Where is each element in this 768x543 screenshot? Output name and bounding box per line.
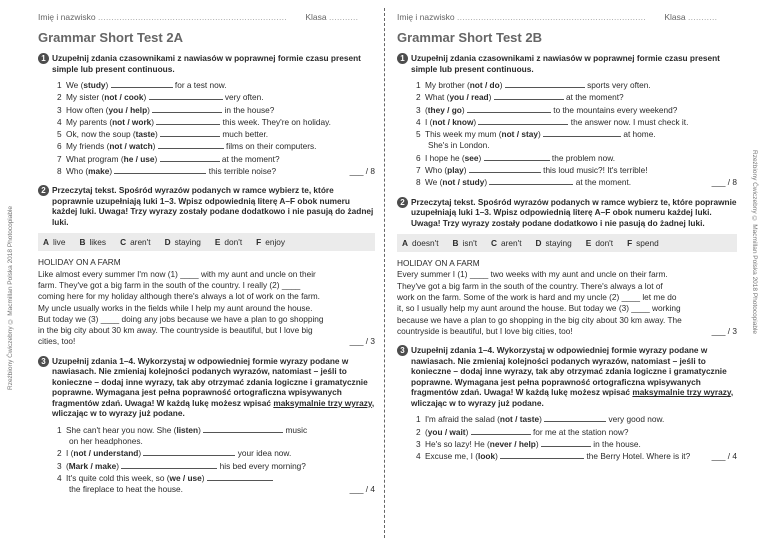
exercise-instruction: Uzupełnij zdania czasownikami z nawiasów w poprawnej formie czasu present simple lub present continuous. — [411, 53, 720, 74]
verb-hint: you / wait — [427, 426, 466, 437]
sentence-text: What ( — [425, 92, 450, 103]
item-number: 3 — [57, 460, 62, 471]
sentence-item — [416, 152, 737, 164]
text-line: But today we (3) ____ doing any jobs because we have a plan to go shopping — [38, 313, 324, 324]
sentence-continuation: on her headphones. — [69, 436, 143, 447]
answer-blank[interactable] — [156, 116, 220, 125]
text-line: because we have a plan to go shopping in the big city about 30 km away. The — [397, 314, 682, 325]
sentence-text: ) — [138, 448, 144, 459]
verb-hint: he / use — [123, 153, 155, 164]
sentence-text: sports very often. — [584, 80, 651, 90]
sentence-text: I ( — [66, 448, 74, 459]
sentence-item — [57, 153, 375, 165]
word-box — [397, 234, 737, 252]
verb-hint: not / watch — [109, 141, 153, 152]
answer-blank[interactable] — [489, 176, 573, 185]
sentence-continuation: She's in London. — [428, 140, 490, 151]
sentence-text: ) — [151, 116, 157, 127]
verb-hint: not / know — [432, 116, 474, 127]
sentence-text: much better. — [220, 129, 269, 140]
word-option — [536, 237, 572, 249]
sentence-text: music — [283, 424, 308, 435]
verb-hint: play — [447, 165, 464, 176]
sentence-text: to the mountains every weekend? — [550, 104, 678, 115]
text-line: in the big city about 30 km away. The countryside is beautiful, but I love big — [38, 325, 313, 336]
item-number: 3 — [416, 104, 421, 115]
verb-hint: we / use — [169, 472, 202, 483]
answer-blank[interactable] — [541, 438, 591, 447]
text-line: They've got a big farm in the south of the country. There's always a lot of — [397, 280, 663, 291]
sentence-text: ) — [484, 177, 490, 188]
option-word: doesn't — [412, 238, 439, 249]
verb-hint: taste — [135, 129, 156, 140]
text-line: work on the farm. Some of the work is hard and my uncle (2) ____ let me do — [397, 292, 677, 303]
answer-blank[interactable] — [469, 164, 541, 173]
item-number: 8 — [416, 177, 421, 188]
option-letter: E — [585, 238, 592, 249]
exercise-instruction: Uzupełnij zdania 1–4. Wykorzystaj w odpowiedniej formie wyrazy podane w nawiasach. Nie zmieniaj kolejności podanych wyrazów, natomiast – jeśli to konieczne – dodaj inne wyrazy, tak aby otrzymać zdania logiczne i gramatycznie poprawne. Wymagana jest pełna poprawność ortograficzna wpisywanych fragmentów zdań. Uwaga! W każdą lukę możesz wpisać maksymalnie trzy wyrazy, wliczając w to wyrazy już podane. — [411, 345, 734, 408]
sentence-text: Who ( — [425, 165, 448, 176]
sentence-item — [416, 79, 737, 91]
sentence-item — [57, 447, 375, 459]
sentence-item — [416, 164, 737, 176]
verb-hint: not / cook — [104, 92, 144, 103]
sentence-item — [57, 104, 375, 116]
sentence-item — [416, 413, 737, 425]
verb-hint: make — [88, 166, 110, 177]
option-letter: D — [535, 238, 542, 249]
item-number: 4 — [57, 116, 62, 127]
copyright-sidebar: Rzeźbiony Ćwiczebny © Macmillan Polska 2018 Photocopiable — [7, 205, 14, 390]
item-number: 3 — [57, 104, 62, 115]
test-b-page — [384, 0, 768, 543]
sentence-text: ) — [461, 104, 467, 115]
sentence-item — [57, 79, 375, 91]
option-letter: A — [402, 238, 408, 249]
item-number: 4 — [57, 472, 62, 483]
sentence-text: He's so lazy! He ( — [425, 438, 490, 449]
verb-hint: you / help — [108, 104, 148, 115]
answer-blank[interactable] — [544, 413, 606, 422]
sentence-text: Who ( — [66, 166, 89, 177]
word-option — [627, 237, 659, 249]
item-number: 7 — [57, 153, 62, 164]
answer-blank[interactable] — [203, 424, 283, 433]
sentence-item — [57, 91, 375, 103]
item-number: 3 — [416, 438, 421, 449]
sentence-text: We ( — [425, 177, 443, 188]
sentence-text: ) — [495, 451, 501, 462]
answer-blank[interactable] — [143, 447, 235, 456]
word-option — [79, 236, 106, 248]
sentence-text: What program ( — [66, 153, 124, 164]
exercise-3 — [397, 345, 737, 462]
option-letter: C — [120, 237, 127, 248]
sentence-text: ) — [201, 472, 207, 483]
sentence-list — [416, 79, 737, 189]
item-number: 1 — [416, 80, 421, 90]
sentence-text: ) — [152, 141, 158, 152]
sentence-text: his bed every morning? — [217, 460, 306, 471]
item-number: 6 — [416, 152, 421, 163]
sentence-text: this week. They're on holiday. — [220, 116, 331, 127]
item-number: 1 — [57, 80, 62, 90]
option-letter: E — [214, 237, 221, 248]
item-number: 2 — [416, 92, 421, 103]
word-option — [453, 237, 478, 249]
answer-blank[interactable] — [160, 153, 220, 162]
sentence-text: your idea now. — [235, 448, 292, 459]
option-word: staying — [174, 237, 201, 248]
sentence-text: in the house. — [590, 438, 641, 449]
sentence-text: My friends ( — [66, 141, 110, 152]
item-number: 2 — [416, 426, 421, 437]
sentence-list — [57, 424, 375, 496]
exercise-1 — [397, 53, 737, 189]
sentence-text: the Berry Hotel. Where is it? — [584, 451, 691, 462]
sentence-text: at the moment. — [573, 177, 632, 188]
sentence-text: It's quite cold this week, so ( — [66, 472, 170, 483]
text-line: cities, too! — [38, 336, 76, 347]
answer-blank[interactable] — [467, 104, 551, 113]
option-word: don't — [224, 237, 243, 248]
name-label: Imię i nazwisko — [38, 12, 96, 22]
verb-hint: not / work — [112, 116, 152, 127]
name-label: Imię i nazwisko — [397, 12, 455, 22]
item-number: 5 — [57, 129, 62, 140]
text-line: countryside is beautiful, but I love big cities, too! — [397, 325, 573, 336]
word-option — [256, 236, 285, 248]
exercise-number: 2 — [397, 197, 408, 208]
score: ___ / 3 — [349, 336, 375, 347]
text-line: it, so I usually help my aunt around the house. But today we (3) ____ working — [397, 303, 681, 314]
sentence-item — [416, 104, 737, 116]
sentence-text: ) — [499, 80, 505, 90]
option-word: likes — [89, 237, 107, 248]
sentence-text: this terrible noise? — [206, 166, 277, 177]
class-label: Klasa — [305, 12, 327, 22]
option-letter: C — [491, 238, 497, 249]
option-word: don't — [595, 238, 614, 249]
option-word: spend — [636, 238, 659, 249]
item-number: 1 — [57, 424, 62, 435]
item-number: 1 — [416, 414, 421, 425]
exercise-number: 1 — [38, 53, 49, 64]
sentence-text: I'm afraid the salad ( — [425, 414, 500, 425]
sentence-text: ) — [488, 92, 494, 103]
verb-hint: not / do — [469, 80, 500, 90]
text-title: HOLIDAY ON A FARM — [38, 257, 121, 268]
sentence-text: at the moment? — [563, 92, 624, 103]
text-line: farm. They've got a big farm in the south of the country. I really (2) ____ — [38, 279, 301, 290]
answer-blank[interactable] — [471, 426, 531, 435]
sentence-text: My brother ( — [425, 80, 470, 90]
sentence-item — [416, 450, 737, 462]
sentence-item — [416, 116, 737, 128]
exercise-2 — [397, 197, 737, 229]
sentence-text: the problem now. — [549, 152, 616, 163]
score: ___ / 4 — [711, 451, 737, 462]
sentence-text: the answer now. I must check it. — [568, 116, 689, 127]
class-label: Klasa — [664, 12, 686, 22]
item-number: 6 — [57, 141, 62, 152]
sentence-text: She can't hear you now. She ( — [66, 424, 177, 435]
sentence-item — [57, 116, 375, 128]
sentence-text: in the house? — [222, 104, 275, 115]
score: ___ / 4 — [349, 484, 375, 495]
exercise-instruction: Przeczytaj tekst. Spośród wyrazów podanych w ramce wybierz te, które poprawnie uzupełniają luki 1–3. Wpisz odpowiednią literę A–F obok numeru każdej luki. Uwaga! Trzy wyrazy zostały podane dodatkowo i nie pasują do żadnej luki. — [411, 196, 737, 228]
answer-blank[interactable] — [484, 152, 550, 161]
item-number: 4 — [416, 451, 421, 462]
sentence-text: We ( — [66, 80, 84, 90]
sentence-text: for a test now. — [172, 80, 227, 90]
verb-hint: not / stay — [501, 129, 538, 140]
sentence-text: I hope he ( — [425, 152, 465, 163]
word-option — [120, 236, 151, 248]
sentence-text: My sister ( — [66, 92, 105, 103]
sentence-text: Ok, now the soup ( — [66, 129, 136, 140]
verb-hint: you / read — [449, 92, 489, 103]
item-number: 2 — [57, 92, 62, 103]
exercise-instruction: Przeczytaj tekst. Spośród wyrazów podanych w ramce wybierz te, które poprawnie uzupełniają luki 1–3. Wpisz odpowiednią literę A–F obok numeru każdej luki. Uwaga! Trzy wyrazy zostały podane dodatkowo i nie pasują do żadnej luki. — [52, 185, 374, 227]
reading-text — [38, 269, 375, 348]
sentence-text: ) — [109, 166, 115, 177]
sentence-text: at home. — [621, 129, 656, 140]
sentence-text: ) — [147, 104, 153, 115]
verb-hint: not / understand — [73, 448, 139, 459]
text-line: My uncle usually works in the fields while I help my aunt around the house. — [38, 302, 313, 313]
score: ___ / 3 — [711, 325, 737, 336]
item-number: 5 — [416, 129, 421, 140]
item-number: 8 — [57, 166, 62, 177]
sentence-item — [57, 128, 375, 140]
verb-hint: not / study — [442, 177, 485, 188]
verb-hint: listen — [176, 424, 199, 435]
sentence-list — [416, 413, 737, 462]
exercise-number: 3 — [397, 345, 408, 356]
answer-blank[interactable] — [500, 450, 584, 459]
sentence-text: ) — [198, 424, 204, 435]
text-line: coming here for my holiday although there's always a lot of work on the farm. — [38, 291, 320, 302]
sentence-text: ) — [463, 165, 469, 176]
answer-blank[interactable] — [111, 79, 173, 88]
word-option — [402, 237, 439, 249]
text-title: HOLIDAY ON A FARM — [397, 258, 480, 269]
sentence-item — [57, 165, 375, 177]
option-word: enjoy — [265, 237, 286, 248]
option-word: isn't — [462, 238, 477, 249]
verb-hint: not / taste — [499, 414, 540, 425]
option-word: live — [53, 237, 66, 248]
sentence-text: My parents ( — [66, 116, 113, 127]
reading-text — [397, 269, 737, 337]
sentence-text: How often ( — [66, 104, 109, 115]
sentence-text: This week my mum ( — [425, 129, 502, 140]
name-class-header: Imię i nazwisko ....................................................................... Klasa ........... — [397, 12, 718, 22]
verb-hint: they / go — [427, 104, 462, 115]
test-title: Grammar Short Test 2A — [38, 30, 183, 45]
option-letter: B — [452, 238, 459, 249]
sentence-text: Excuse me, I ( — [425, 451, 479, 462]
answer-blank[interactable] — [121, 460, 217, 469]
answer-blank[interactable] — [543, 128, 621, 137]
answer-blank[interactable] — [494, 91, 564, 100]
sentence-item — [57, 424, 375, 436]
word-option — [215, 236, 242, 248]
option-word: aren't — [501, 238, 522, 249]
sentence-text: ) — [154, 153, 160, 164]
sentence-text: this loud music?! It's terrible! — [540, 165, 648, 176]
option-letter: F — [627, 238, 633, 249]
verb-hint: look — [478, 451, 496, 462]
name-class-header: Imię i nazwisko ....................................................................... Klasa ........... — [38, 12, 359, 22]
text-line: Like almost every summer I'm now (1) ____ with my aunt and uncle on their — [38, 268, 316, 279]
sentence-text: ) — [478, 152, 484, 163]
sentence-item — [57, 140, 375, 152]
exercise-number: 3 — [38, 356, 49, 367]
exercise-number: 2 — [38, 185, 49, 196]
sentence-text: ) — [473, 116, 479, 127]
text-line: Every summer I (1) ____ two weeks with my aunt and uncle on their farm. — [397, 269, 668, 280]
verb-hint: study — [83, 80, 106, 90]
score: ___ / 8 — [711, 177, 737, 188]
sentence-text: ( — [425, 426, 428, 437]
sentence-text: very often. — [222, 92, 264, 103]
answer-blank[interactable] — [149, 91, 223, 100]
word-option — [586, 237, 613, 249]
exercise-2 — [38, 185, 375, 227]
answer-blank[interactable] — [152, 104, 222, 113]
sentence-list — [57, 79, 375, 177]
sentence-text: ) — [105, 80, 111, 90]
option-word: staying — [545, 238, 572, 249]
copyright-sidebar: Rzeźbiony Ćwiczebny © Macmillan Polska 2018 Photocopiable — [751, 150, 758, 335]
answer-blank[interactable] — [478, 116, 568, 125]
sentence-text: ) — [143, 92, 149, 103]
score: ___ / 8 — [349, 166, 375, 177]
test-title: Grammar Short Test 2B — [397, 30, 542, 45]
word-box — [38, 233, 375, 251]
sentence-item — [416, 176, 737, 188]
answer-blank[interactable] — [114, 165, 206, 174]
exercise-instruction: Uzupełnij zdania 1–4. Wykorzystaj w odpowiedniej formie wyrazy podane w nawiasach. Nie zmieniaj kolejności podanych wyrazów, natomiast – jeśli to konieczne – dodaj inne wyrazy, tak aby otrzymać zdania logiczne i gramatycznie poprawne. Wymagana jest pełna poprawność ortograficzna wpisywanych fragmentów zdań. Uwaga! W każdą lukę możesz wpisać maksymalnie trzy wyrazy, wliczając w to wyrazy już podane. — [52, 355, 375, 419]
sentence-item — [416, 438, 737, 450]
option-letter: B — [79, 237, 86, 248]
word-option — [491, 237, 522, 249]
verb-hint: see — [464, 152, 479, 163]
sentence-text: I ( — [425, 116, 433, 127]
item-number: 7 — [416, 165, 421, 176]
sentence-item — [57, 460, 375, 472]
exercise-instruction: Uzupełnij zdania czasownikami z nawiasów w poprawnej formie czasu present simple lub present continuous. — [52, 53, 361, 74]
sentence-text: ) — [535, 438, 541, 449]
verb-hint: Mark / make — [68, 460, 117, 471]
word-option — [43, 236, 65, 248]
sentence-text: at the moment? — [219, 153, 280, 164]
sentence-item — [416, 426, 737, 438]
item-number: 4 — [416, 116, 421, 127]
sentence-continuation: the fireplace to heat the house. — [69, 484, 183, 495]
sentence-text: ) — [465, 426, 471, 437]
sentence-text: ) — [155, 129, 161, 140]
sentence-item — [57, 472, 375, 484]
sentence-text: ) — [539, 414, 545, 425]
verb-hint: never / help — [489, 438, 536, 449]
item-number: 2 — [57, 448, 62, 459]
option-letter: D — [164, 237, 171, 248]
option-letter: F — [256, 237, 262, 248]
sentence-text: ( — [425, 104, 428, 115]
sentence-text: very good now. — [606, 414, 665, 425]
sentence-text: ) — [537, 129, 544, 140]
answer-blank[interactable] — [160, 128, 220, 137]
option-word: aren't — [130, 237, 151, 248]
answer-blank[interactable] — [158, 140, 224, 149]
word-option — [165, 236, 201, 248]
answer-blank[interactable] — [505, 79, 585, 88]
answer-blank[interactable] — [207, 472, 273, 481]
option-letter: A — [43, 237, 49, 248]
sentence-text: ( — [66, 460, 69, 471]
exercise-3 — [38, 356, 375, 496]
sentence-item — [416, 128, 737, 140]
sentence-text: for me at the station now? — [530, 426, 629, 437]
exercise-number: 1 — [397, 53, 408, 64]
sentence-text: ) — [116, 460, 122, 471]
sentence-text: films on their computers. — [223, 141, 317, 152]
exercise-1 — [38, 53, 375, 177]
sentence-item — [416, 91, 737, 103]
